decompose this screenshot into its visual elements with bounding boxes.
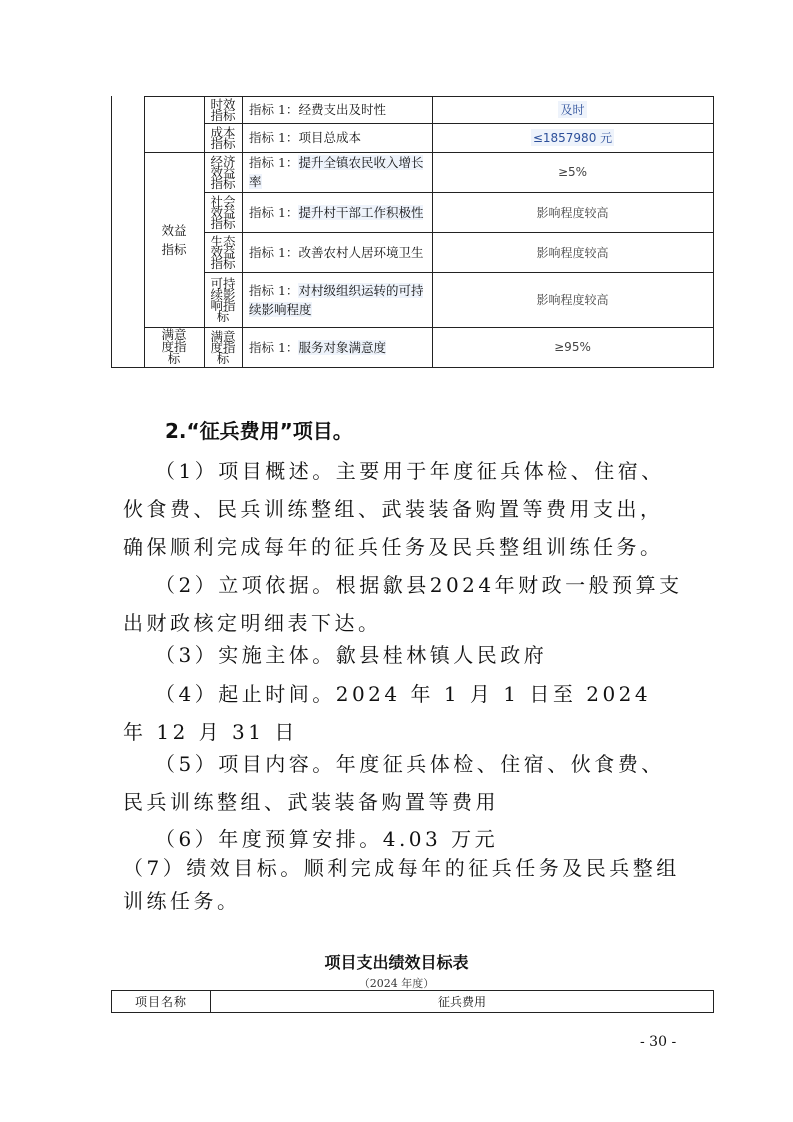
table-title: 项目支出绩效目标表 <box>324 953 469 972</box>
paragraph-goal: （7）绩效目标。顺利完成每年的征兵任务及民兵整组训练任务。 <box>123 856 680 913</box>
paragraph-overview: （1）项目概述。主要用于年度征兵体检、住宿、伙食费、民兵训练整组、武装装备购置等费用支出，确保顺利完成每年的征兵任务及民兵整组训练任务。 <box>123 459 665 559</box>
group-satisfaction-indicators: 满意度指标 <box>161 327 187 366</box>
target-value-cell: ≤1857980 元 <box>532 131 613 145</box>
target-value-cell: 影响程度较高 <box>536 245 609 260</box>
category-cell: 生态效益指标 <box>210 233 236 271</box>
category-cell: 成本指标 <box>210 124 236 151</box>
indicator-cell: 指标 1：提升全镇农民收入增长率 <box>249 155 424 189</box>
paragraph-period: （4）起止时间。2024 年 1 月 1 日至 2024 年 12 月 31 日 <box>123 682 652 744</box>
category-cell: 满意度指标 <box>210 328 236 366</box>
target-value-cell: 影响程度较高 <box>536 293 609 307</box>
project-name-label: 项目名称 <box>112 991 211 1012</box>
project-name-value: 征兵费用 <box>437 995 486 1009</box>
performance-indicator-table <box>111 96 714 368</box>
section-heading: 2.“征兵费用”项目。 <box>165 419 353 443</box>
indicator-cell: 指标 1：经费支出及时性 <box>249 102 386 117</box>
paragraph-implementer: （3）实施主体。歙县桂林镇人民政府 <box>155 643 548 667</box>
category-cell: 经济效益指标 <box>210 153 236 191</box>
target-value-cell: 影响程度较高 <box>536 205 609 220</box>
paragraph-basis: （2）立项依据。根据歙县2024年财政一般预算支出财政核定明细表下达。 <box>123 573 683 635</box>
indicator-cell: 指标 1：项目总成本 <box>249 130 361 145</box>
project-name-table <box>111 990 714 1013</box>
indicator-cell: 指标 1：服务对象满意度 <box>249 339 386 355</box>
paragraph-content: （5）项目内容。年度征兵体检、住宿、伙食费、民兵训练整组、武装装备购置等费用 <box>123 752 665 814</box>
group-effect-indicators: 效益指标 <box>161 222 187 257</box>
category-cell: 社会效益指标 <box>210 193 236 231</box>
target-value-cell: ≥5% <box>557 165 588 179</box>
indicator-cell: 指标 1：对村级组织运转的可持续影响程度 <box>249 282 424 317</box>
category-cell: 可持续影响指标 <box>210 275 236 324</box>
target-value-cell: 及时 <box>560 103 585 117</box>
target-value-cell: ≥95% <box>554 340 591 354</box>
category-cell: 时效指标 <box>210 96 236 123</box>
page-number: - 30 - <box>640 1034 677 1050</box>
indicator-cell: 指标 1：改善农村人居环境卫生 <box>249 244 424 260</box>
table-year: （2024 年度） <box>358 977 435 990</box>
paragraph-budget: （6）年度预算安排。4.03 万元 <box>155 827 499 851</box>
indicator-cell: 指标 1：提升村干部工作积极性 <box>249 204 424 220</box>
